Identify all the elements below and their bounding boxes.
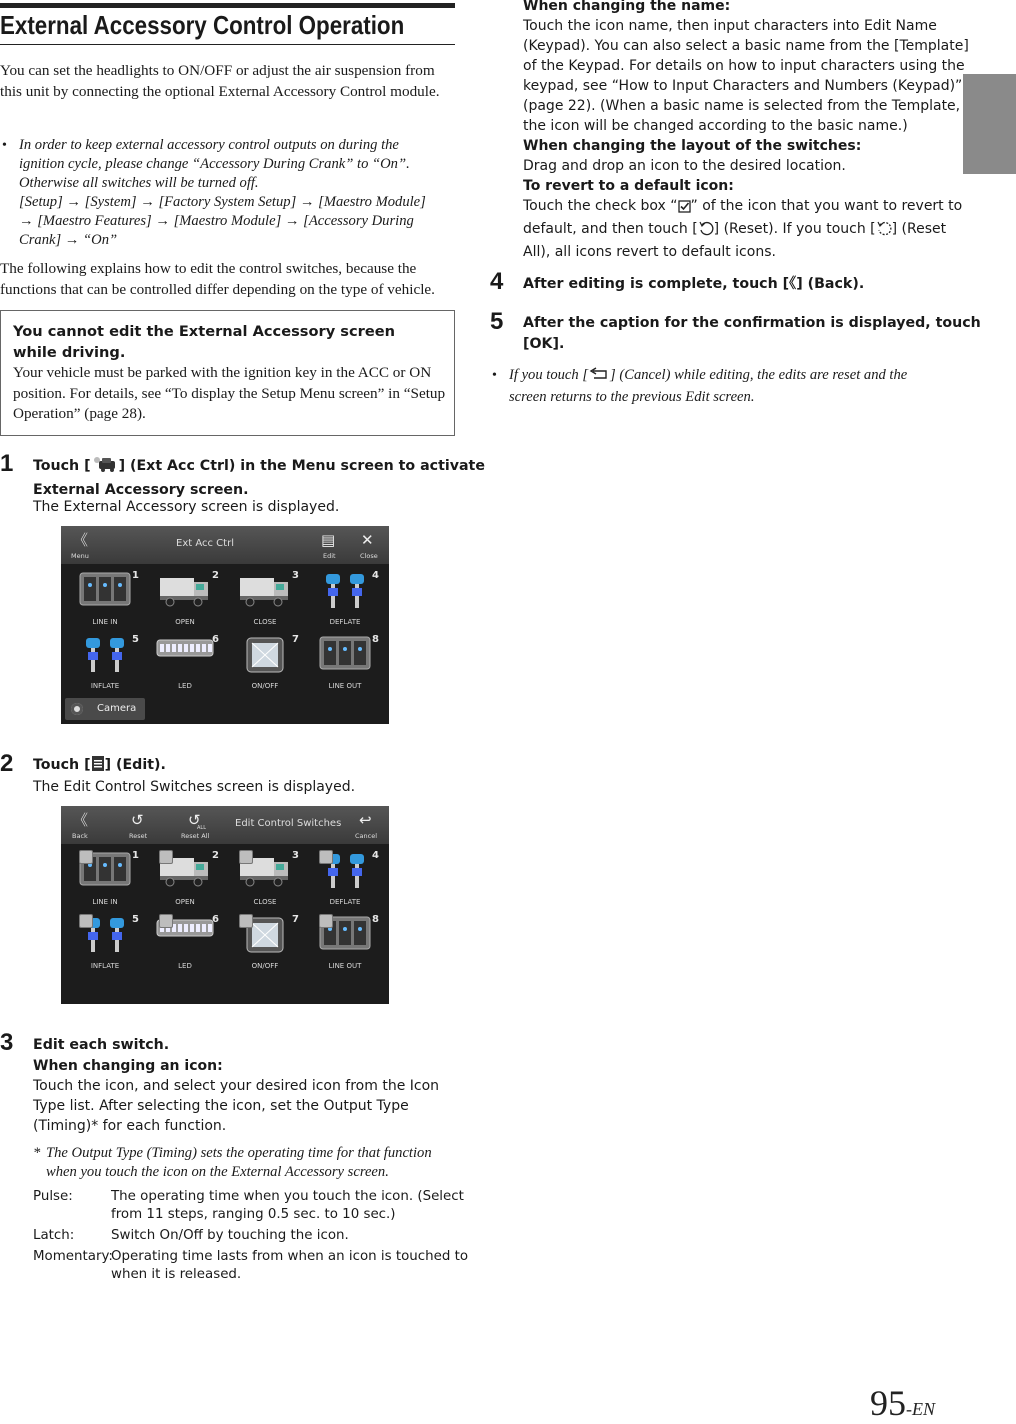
step-1-post: ] (Ext Acc Ctrl) in the Menu screen to activate bbox=[118, 458, 485, 474]
revert-l2-pre: default, and then touch [ bbox=[523, 221, 698, 237]
bullet-cancel-text bbox=[509, 366, 950, 407]
switch-number: 5 bbox=[132, 914, 139, 925]
switch-number: 8 bbox=[372, 634, 379, 645]
switch-label: INFLATE bbox=[90, 682, 120, 690]
revert-l1-pre: Touch the check box “ bbox=[523, 198, 678, 214]
lamp-icon bbox=[245, 636, 285, 679]
switch-open[interactable] bbox=[145, 846, 225, 908]
revert-l3: All), all icons revert to default icons. bbox=[523, 244, 776, 260]
switch-number: 1 bbox=[132, 850, 139, 861]
name-body-line: of the Keypad. For details on how to input characters using the bbox=[523, 58, 965, 74]
reset-label[interactable]: Reset bbox=[129, 832, 148, 840]
reset-all-label[interactable]: Reset All bbox=[181, 832, 210, 840]
name-body-line: keypad, see “How to Input Characters and Numbers (Keypad)” bbox=[523, 78, 963, 94]
switch-number: 4 bbox=[372, 570, 379, 581]
step-5-line2: [OK]. bbox=[523, 336, 565, 352]
switch-close[interactable] bbox=[225, 566, 305, 628]
switch-label: DEFLATE bbox=[329, 618, 361, 626]
ext-acc-screen bbox=[61, 526, 389, 724]
step-1-instruction bbox=[33, 455, 485, 501]
switch-number: 7 bbox=[292, 914, 299, 925]
name-heading: When changing the name: bbox=[523, 0, 731, 14]
switch-label: LINE OUT bbox=[328, 962, 362, 970]
switch-label: LINE IN bbox=[92, 618, 118, 626]
definition-value bbox=[111, 1188, 464, 1224]
switch-number: 4 bbox=[372, 850, 379, 861]
definition-term: Pulse: bbox=[33, 1189, 73, 1204]
step-4-instruction bbox=[523, 274, 864, 295]
car-menu-icon bbox=[91, 455, 119, 480]
definition-value bbox=[111, 1248, 468, 1284]
switch-checkbox[interactable] bbox=[159, 850, 173, 864]
step-2-number: 2 bbox=[0, 750, 14, 777]
switch-label: CLOSE bbox=[253, 618, 277, 626]
step-5-line1: After the caption for the confirmation is displayed, touch bbox=[523, 315, 981, 331]
reset-all-icon[interactable]: ↺ bbox=[188, 811, 201, 829]
bullet-crank-note bbox=[0, 136, 456, 250]
bullet-dot: • bbox=[492, 368, 497, 383]
switch-label: LINE OUT bbox=[328, 682, 362, 690]
switch-led[interactable] bbox=[145, 630, 225, 692]
bullet-crank-line: → [Maestro Features] → [Maestro Module] → [Accessory During bbox=[19, 213, 414, 229]
revert-l2-mid: ] (Reset). If you touch [ bbox=[713, 221, 876, 237]
step-5-instruction bbox=[523, 313, 981, 355]
switch-on-off[interactable] bbox=[225, 630, 305, 692]
close-label[interactable]: Close bbox=[360, 552, 378, 560]
ledbar-icon bbox=[156, 636, 214, 665]
name-body-line: (Keypad). You can also select a basic name from the [Template] bbox=[523, 38, 969, 54]
step-5-number: 5 bbox=[490, 308, 504, 335]
definition-value bbox=[111, 1227, 349, 1245]
bullet-dot: • bbox=[2, 138, 7, 153]
switch-number: 1 bbox=[132, 570, 139, 581]
bullet-crank-line: [Setup] → [System] → [Factory System Setup] → [Maestro Module] bbox=[19, 194, 426, 210]
page-number bbox=[870, 1382, 935, 1424]
switch-line-in[interactable] bbox=[65, 846, 145, 908]
explain-paragraph: The following explains how to edit the control switches, because the functions that can be controlled differ depending on the type of vehicle. bbox=[0, 260, 435, 298]
edit-doc-icon[interactable]: ▤ bbox=[321, 531, 336, 549]
step-3-sub1: When changing an icon: bbox=[33, 1058, 223, 1074]
switch-number: 5 bbox=[132, 634, 139, 645]
revert-body bbox=[523, 196, 962, 262]
switch-label: CLOSE bbox=[253, 898, 277, 906]
switch-label: LED bbox=[178, 962, 192, 970]
switch-checkbox[interactable] bbox=[79, 914, 93, 928]
definition-term: Momentary: bbox=[33, 1249, 113, 1264]
truck-icon bbox=[158, 572, 212, 613]
caution-body: Your vehicle must be parked with the ignition key in the ACC or ON position. For details, see “To display the Setup Menu screen” in “Setup Operation” (page 28). bbox=[13, 364, 446, 422]
caution-box bbox=[0, 310, 455, 436]
name-body-line: (page 22). (When a basic name is selected from the Template, bbox=[523, 98, 961, 114]
menu-chevron-icon[interactable]: 《 bbox=[73, 531, 89, 549]
page-suffix: -EN bbox=[906, 1399, 935, 1419]
step-2-desc: The Edit Control Switches screen is displayed. bbox=[33, 779, 356, 795]
camera-label: Camera bbox=[97, 703, 137, 714]
switch-label: ON/OFF bbox=[251, 682, 279, 690]
shock-icon bbox=[80, 636, 130, 681]
chapter-side-tab bbox=[963, 74, 1016, 174]
bullet-crank-line: Crank] → “On” bbox=[19, 232, 118, 248]
bullet-crank-text bbox=[19, 136, 456, 250]
menu-label[interactable]: Menu bbox=[71, 552, 89, 560]
step-2-instruction bbox=[33, 755, 166, 779]
switch-deflate[interactable] bbox=[305, 846, 385, 908]
ext-acc-title-bar bbox=[61, 526, 389, 564]
bullet-cancel-pre: If you touch [ bbox=[509, 367, 589, 383]
bullet-crank-line: Otherwise all switches will be turned off. bbox=[19, 175, 259, 191]
switch-label: DEFLATE bbox=[329, 898, 361, 906]
definition-desc: Operating time lasts from when an icon is touched to bbox=[111, 1249, 469, 1264]
switch-inflate[interactable] bbox=[65, 630, 145, 692]
step-1-pre: Touch [ bbox=[33, 458, 91, 474]
definition-desc: The operating time when you touch the icon. (Select bbox=[111, 1189, 464, 1204]
camera-button[interactable] bbox=[65, 698, 145, 720]
edit-switches-title: Edit Control Switches bbox=[235, 818, 342, 829]
step-2-post: ] (Edit). bbox=[104, 757, 166, 773]
reset-icon bbox=[698, 221, 714, 242]
switch-label: LINE IN bbox=[92, 898, 118, 906]
checkbox-icon bbox=[678, 199, 691, 219]
name-body-line: Touch the icon name, then input characters into Edit Name bbox=[523, 18, 937, 34]
step-3-body1: Touch the icon, and select your desired icon from the Icon Type list. After selecting the icon, set the Output Type (Timing)* for each function. bbox=[33, 1078, 440, 1134]
definition-desc: from 11 steps, ranging 0.5 sec. to 10 sec.) bbox=[111, 1207, 396, 1222]
revert-l2-post: ] (Reset bbox=[891, 221, 947, 237]
switch-number: 3 bbox=[292, 570, 299, 581]
revert-l1-post: ” of the icon that you want to revert to bbox=[690, 198, 963, 214]
reset-icon[interactable]: ↺ bbox=[131, 811, 144, 829]
switch-on-off[interactable] bbox=[225, 910, 305, 972]
ext-acc-title: Ext Acc Ctrl bbox=[176, 538, 234, 549]
step-3-heading: Edit each switch. bbox=[33, 1037, 170, 1053]
name-body bbox=[523, 16, 969, 136]
switch-number: 3 bbox=[292, 850, 299, 861]
switch-inflate[interactable] bbox=[65, 910, 145, 972]
switch-checkbox[interactable] bbox=[319, 914, 333, 928]
switch-led[interactable] bbox=[145, 910, 225, 972]
switch-checkbox[interactable] bbox=[319, 850, 333, 864]
panel-icon bbox=[319, 636, 371, 675]
switch-line-out[interactable] bbox=[305, 910, 385, 972]
edit-switches-screen bbox=[61, 806, 389, 1004]
edit-label[interactable]: Edit bbox=[323, 552, 336, 560]
definition-term: Latch: bbox=[33, 1228, 75, 1243]
switch-number: 6 bbox=[212, 634, 219, 645]
switch-label: LED bbox=[178, 682, 192, 690]
bullet-cancel-post: ] (Cancel) while editing, the edits are reset and the bbox=[610, 367, 908, 383]
layout-heading: When changing the layout of the switches: bbox=[523, 138, 862, 154]
caution-heading: You cannot edit the External Accessory screen while driving. bbox=[13, 323, 396, 361]
back-label[interactable]: Back bbox=[72, 832, 88, 840]
panel-icon bbox=[79, 572, 131, 611]
switch-checkbox[interactable] bbox=[79, 850, 93, 864]
bullet-crank-line: ignition cycle, please change “Accessory During Crank” to “On”. bbox=[19, 156, 410, 172]
switch-number: 8 bbox=[372, 914, 379, 925]
step-3-number: 3 bbox=[0, 1029, 14, 1056]
footnote-text: The Output Type (Timing) sets the operating time for that function when you touch the icon on the External Accessory screen. bbox=[46, 1145, 432, 1180]
step-4-number: 4 bbox=[490, 268, 504, 295]
cancel-label[interactable]: Cancel bbox=[355, 832, 378, 840]
switch-checkbox[interactable] bbox=[239, 914, 253, 928]
close-icon[interactable]: ✕ bbox=[361, 531, 374, 549]
switch-checkbox[interactable] bbox=[159, 914, 173, 928]
step-2-pre: Touch [ bbox=[33, 757, 91, 773]
cancel-return-icon bbox=[588, 367, 610, 388]
name-body-line: the icon will be changed according to the basic name.) bbox=[523, 118, 908, 134]
page-num: 95 bbox=[870, 1383, 906, 1423]
edit-switches-title-bar bbox=[61, 806, 389, 844]
switch-label: INFLATE bbox=[90, 962, 120, 970]
step-4-pre: After editing is complete, touch [ bbox=[523, 276, 790, 292]
back-icon: 《 bbox=[789, 276, 797, 292]
switch-number: 2 bbox=[212, 570, 219, 581]
back-chevron-icon[interactable]: 《 bbox=[73, 811, 89, 829]
shock-icon bbox=[320, 572, 370, 617]
definition-desc: Switch On/Off by touching the icon. bbox=[111, 1228, 349, 1243]
switch-number: 2 bbox=[212, 850, 219, 861]
top-rule bbox=[0, 3, 455, 8]
switch-number: 7 bbox=[292, 634, 299, 645]
switch-label: OPEN bbox=[175, 898, 195, 906]
page-title: External Accessory Control Operation bbox=[0, 10, 405, 40]
layout-body: Drag and drop an icon to the desired location. bbox=[523, 158, 846, 174]
intro-paragraph: You can set the headlights to ON/OFF or adjust the air suspension from this unit by connecting the optional External Accessory Control module. bbox=[0, 62, 440, 100]
footnote-mark: * bbox=[33, 1145, 41, 1161]
cancel-return-icon[interactable]: ↩ bbox=[359, 811, 372, 829]
switch-line-out[interactable] bbox=[305, 630, 385, 692]
title-rule bbox=[0, 44, 455, 45]
reset-all-icon bbox=[876, 221, 892, 242]
step-1-number: 1 bbox=[0, 450, 14, 477]
edit-icon bbox=[91, 755, 105, 779]
reset-all-small-label: ALL bbox=[197, 825, 206, 831]
truck-icon bbox=[238, 572, 292, 613]
bullet-cancel-note bbox=[490, 366, 950, 407]
bullet-crank-line: In order to keep external accessory control outputs on during the bbox=[19, 137, 399, 153]
switch-number: 6 bbox=[212, 914, 219, 925]
switch-label: OPEN bbox=[175, 618, 195, 626]
revert-heading: To revert to a default icon: bbox=[523, 178, 734, 194]
switch-close[interactable] bbox=[225, 846, 305, 908]
camera-icon bbox=[71, 703, 83, 715]
definition-desc: when it is released. bbox=[111, 1267, 242, 1282]
bullet-cancel-line2: screen returns to the previous Edit screen. bbox=[509, 389, 755, 405]
switch-label: ON/OFF bbox=[251, 962, 279, 970]
switch-deflate[interactable] bbox=[305, 566, 385, 628]
switch-line-in[interactable] bbox=[65, 566, 145, 628]
step-4-post: ] (Back). bbox=[796, 276, 865, 292]
step-1-desc: The External Accessory screen is displayed. bbox=[33, 499, 340, 515]
switch-open[interactable] bbox=[145, 566, 225, 628]
switch-checkbox[interactable] bbox=[239, 850, 253, 864]
step-1-line2: External Accessory screen. bbox=[33, 482, 249, 498]
